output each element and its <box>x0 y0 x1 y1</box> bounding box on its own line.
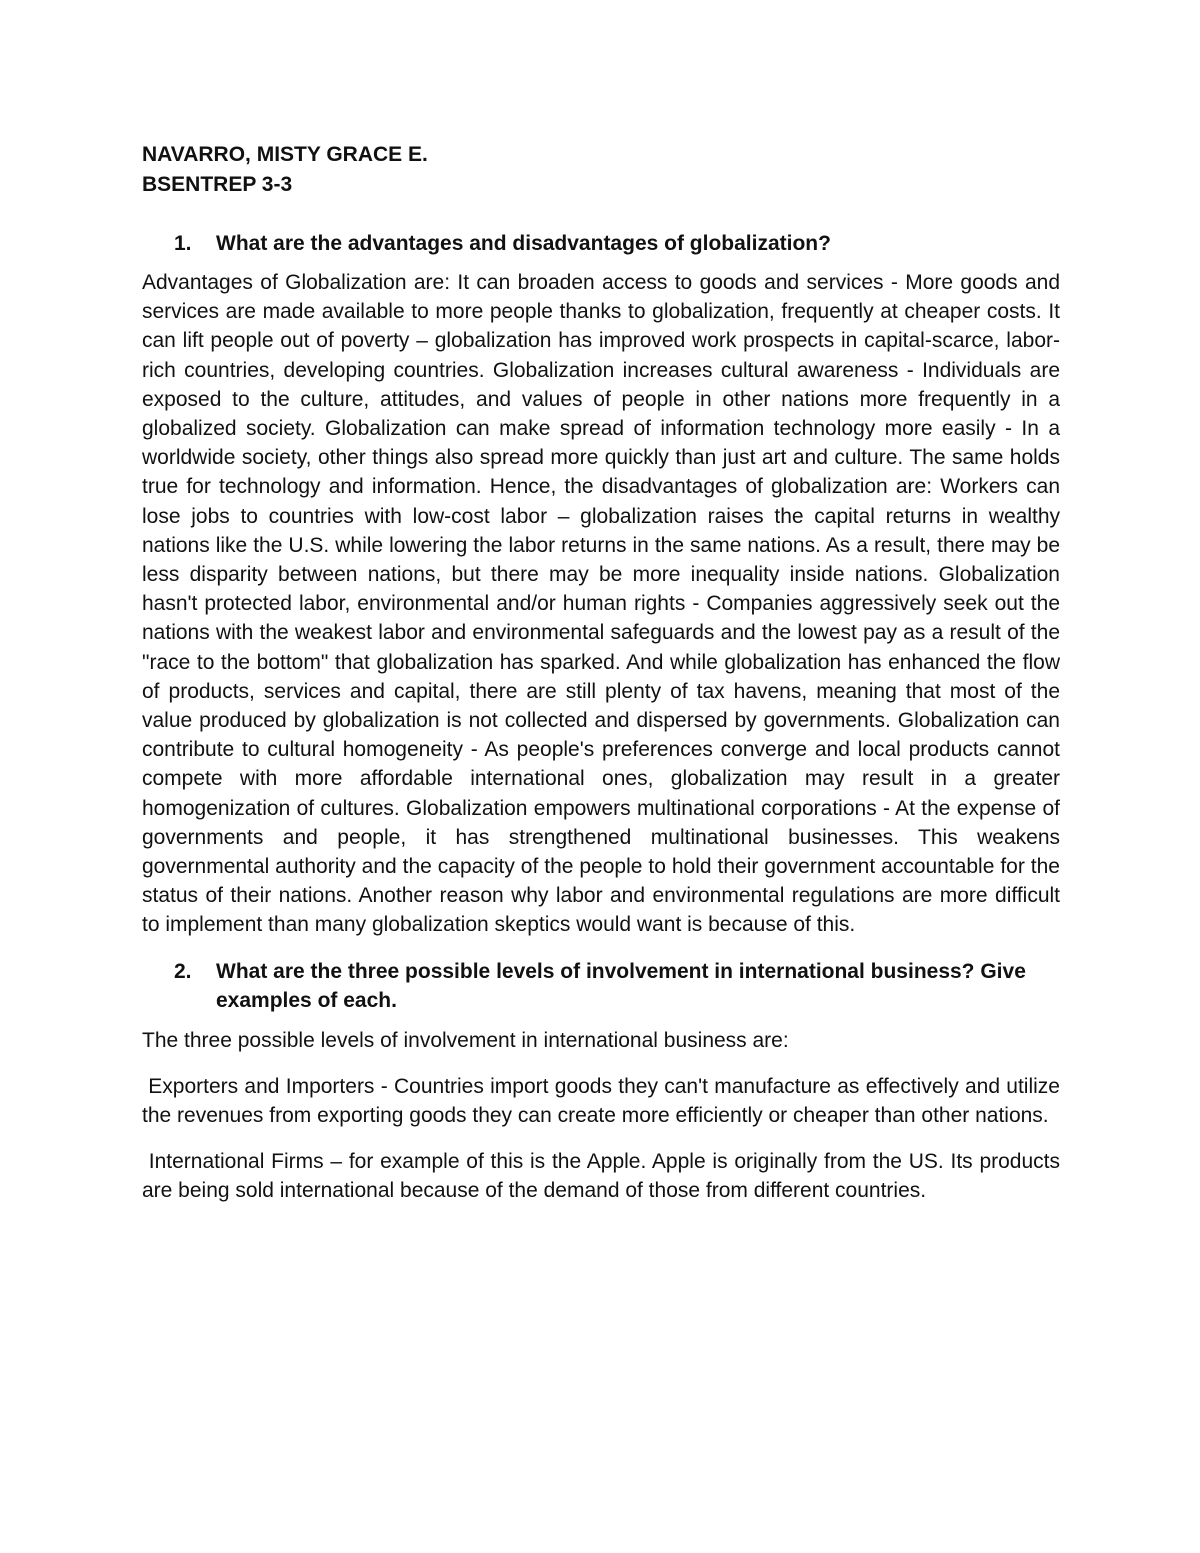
question-1 <box>142 229 1060 258</box>
student-name: NAVARRO, MISTY GRACE E. <box>142 143 428 166</box>
answer-exporters-importers: Exporters and Importers - Countries import goods they can't manufacture as effectively and utilize the revenues from exporting goods they can create more efficiently or cheaper than other nations. <box>142 1074 1066 1128</box>
question-1-answer: Advantages of Globalization are: It can broaden access to goods and services - More goods and services are made available to more people thanks to globalization, frequently at cheaper costs. It can lift people out of poverty – globalization has improved work prospects in capital-scarce, labor-rich countries, developing countries. Globalization increases cultural awareness - Individuals are exposed to the culture, attitudes, and values of people in other nations more frequently in a globalized society. Globalization can make spread of information technology more easily - In a worldwide society, other things also spread more quickly than just art and culture. The same holds true for technology and information. Hence, the disadvantages of globalization are: Workers can lose jobs to countries with low-cost labor – globalization raises the capital returns in wealthy nations like the U.S. while lowering the labor returns in the same nations. As a result, there may be less disparity between nations, but there may be more inequality inside nations. Globalization hasn't protected labor, environmental and/or human rights - Companies aggressively seek out the nations with the weakest labor and environmental safeguards and the lowest pay as a result of the "race to the bottom" that globalization has sparked. And while globalization has enhanced the flow of products, services and capital, there are still plenty of tax havens, meaning that most of the value produced by globalization is not collected and dispersed by governments. Globalization can contribute to cultural homogeneity - As people's preferences converge and local products cannot compete with more affordable international ones, globalization may result in a greater homogenization of cultures. Globalization empowers multinational corporations - At the expense of governments and people, it has strengthened multinational businesses. This weakens governmental authority and the capacity of the people to hold their government accountable for the status of their nations. Another reason why labor and environmental regulations are more difficult to implement than many globalization skeptics would want is because of this. <box>142 271 1060 937</box>
question-2-text: What are the three possible levels of involvement in international business? Give examples of each. <box>216 959 1026 1012</box>
question-2 <box>142 957 1060 1015</box>
answer-international-firms: International Firms – for example of this is the Apple. Apple is originally from the US. Its products are being sold international because of the demand of those from different countries. <box>142 1150 1066 1203</box>
student-section: BSENTREP 3-3 <box>142 173 293 196</box>
question-2-intro: The three possible levels of involvement in international business are: <box>142 1028 789 1052</box>
question-2-number: 2. <box>174 959 192 983</box>
question-1-text: What are the advantages and disadvantages of globalization? <box>216 232 831 255</box>
question-1-number: 1. <box>174 232 192 255</box>
document-body <box>142 140 1066 1206</box>
